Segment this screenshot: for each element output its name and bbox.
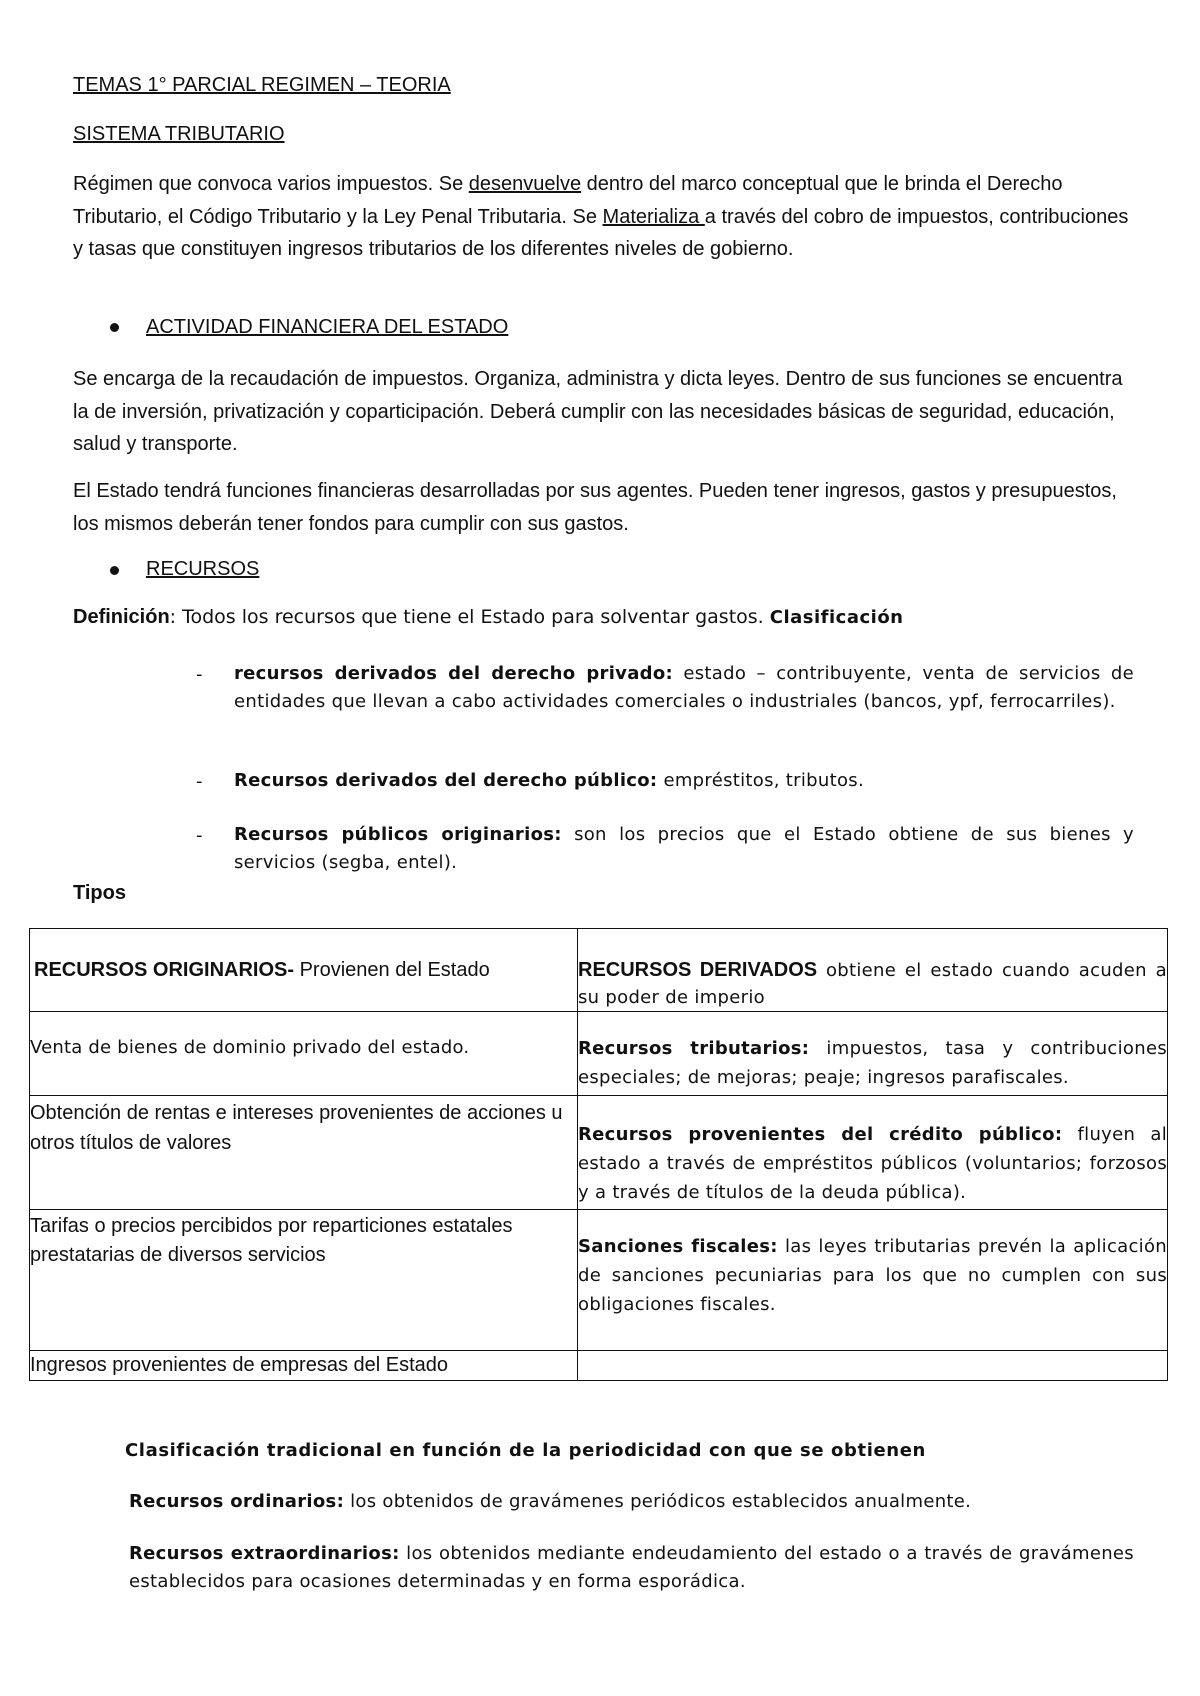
table-header-right: [578, 929, 1168, 1012]
recursos-ordinarios-paragraph: [129, 1488, 1134, 1516]
item-text: empréstitos, tributos.: [657, 770, 864, 791]
table-cell-right: [578, 1012, 1168, 1096]
sistema-text-3: a través del cobro de impuestos, contribuciones y tasas que constituyen ingresos tributarios de los diferentes niveles de gobierno.: [73, 205, 1129, 260]
actividad-paragraph-2: El Estado tendrá funciones financieras desarrolladas por sus agentes. Pueden tener ingresos, gastos y presupuestos, los mismos deberán tener fondos para cumplir con sus gastos.: [73, 480, 1117, 535]
header-right-bold: RECURSOS DERIVADOS: [578, 959, 818, 981]
table-row: [30, 1012, 1168, 1096]
extraordinarios-label: Recursos extraordinarios:: [129, 1543, 400, 1564]
header-left-bold: RECURSOS ORIGINARIOS-: [34, 958, 295, 981]
cell-right-bold: Recursos provenientes del crédito público:: [578, 1124, 1063, 1145]
sistema-tributario-heading: SISTEMA TRIBUTARIO: [73, 123, 285, 145]
table-cell-right: [578, 1096, 1168, 1210]
recursos-definicion: [73, 606, 904, 629]
list-item-recursos-publico: [234, 767, 1134, 795]
cell-left-text: Venta de bienes de dominio privado del estado.: [30, 1037, 470, 1058]
list-item-recursos-privado: [234, 660, 1134, 716]
table-header-row: [30, 929, 1168, 1012]
list-dash: -: [196, 825, 203, 846]
header-left-text: Provienen del Estado: [294, 958, 490, 981]
bullet-icon: [110, 323, 119, 332]
ordinarios-label: Recursos ordinarios:: [129, 1491, 345, 1512]
recursos-heading: RECURSOS: [146, 558, 260, 580]
clasificacion-label: Clasificación: [769, 607, 904, 628]
cell-right-bold: Recursos tributarios:: [578, 1038, 810, 1059]
definicion-text: : Todos los recursos que tiene el Estado para solventar gastos.: [169, 606, 770, 628]
cell-right-text: fluyen al estado a través de empréstitos públicos (voluntarios; forzosos y a través de títulos de la deuda pública).: [578, 1124, 1167, 1203]
bullet-icon: [110, 566, 119, 575]
table-cell-right: [578, 1210, 1168, 1351]
table-cell-left: [30, 1012, 578, 1096]
item-bold: Recursos públicos originarios:: [234, 824, 562, 845]
document-title: TEMAS 1° PARCIAL REGIMEN – TEORIA: [73, 74, 451, 96]
sistema-text-1: Régimen que convoca varios impuestos. Se: [73, 173, 469, 195]
list-dash: -: [196, 664, 203, 685]
item-text: son los precios que el Estado obtiene de sus bienes y servicios (segba, entel).: [234, 824, 1134, 873]
cell-right-bold: Sanciones fiscales:: [578, 1236, 778, 1257]
tipos-label: Tipos: [73, 882, 126, 904]
actividad-financiera-heading: ACTIVIDAD FINANCIERA DEL ESTADO: [146, 316, 509, 338]
extraordinarios-text: los obtenidos mediante endeudamiento del estado o a través de gravámenes establecidos para ocasiones determinadas y en forma esporádica.: [129, 1543, 1134, 1592]
cell-right-text: las leyes tributarias prevén la aplicación de sanciones pecuniarias para los que no cumplen con sus obligaciones fiscales.: [578, 1236, 1167, 1315]
sistema-underlined-1: desenvuelve: [468, 173, 582, 195]
table-row: [30, 1096, 1168, 1210]
table-cell-right-empty: [578, 1351, 1168, 1381]
ordinarios-text: los obtenidos de gravámenes periódicos establecidos anualmente.: [344, 1491, 972, 1512]
cell-left-text: Ingresos provenientes de empresas del Estado: [30, 1354, 449, 1376]
item-bold: Recursos derivados del derecho público:: [234, 770, 658, 791]
recursos-extraordinarios-paragraph: [129, 1540, 1134, 1596]
cell-right-text: impuestos, tasa y contribuciones especiales; de mejoras; peaje; ingresos parafiscales.: [578, 1038, 1167, 1088]
cell-left-text: Tarifas o precios percibidos por reparticiones estatales prestatarias de diversos servicios: [30, 1215, 513, 1266]
table-header-left: [30, 929, 578, 1012]
header-right-text: obtiene el estado cuando acuden a su poder de imperio: [578, 960, 1167, 1008]
sistema-text-2: dentro del marco conceptual que le brinda el Derecho Tributario, el Código Tributario y la Ley Penal Tributaria. Se: [73, 173, 1063, 228]
recursos-table: [29, 928, 1168, 1381]
table-row: [30, 1351, 1168, 1381]
sistema-tributario-paragraph: [73, 168, 1133, 266]
sistema-underlined-2: Materializa: [602, 205, 705, 228]
table-row: [30, 1210, 1168, 1351]
table-cell-left: [30, 1096, 578, 1210]
cell-left-text: Obtención de rentas e intereses provenientes de acciones u otros títulos de valores: [30, 1102, 563, 1154]
list-item-recursos-originarios: [234, 821, 1134, 877]
table-cell-left: [30, 1210, 578, 1351]
item-text: estado – contribuyente, venta de servicios de entidades que llevan a cabo actividades comerciales o industriales (bancos, ypf, ferrocarriles).: [234, 663, 1134, 712]
clasificacion-tradicional-heading: Clasificación tradicional en función de la periodicidad con que se obtienen: [125, 1440, 926, 1461]
actividad-paragraph-1: Se encarga de la recaudación de impuestos. Organiza, administra y dicta leyes. Dentro de sus funciones se encuentra la de inversión, privatización y coparticipación. Deberá cumplir con las necesidades básicas de seguridad, educación, salud y transporte.: [73, 368, 1123, 455]
list-dash: -: [196, 771, 203, 792]
item-bold: recursos derivados del derecho privado:: [234, 663, 673, 684]
definicion-label: Definición: [73, 606, 170, 628]
table-cell-left: [30, 1351, 578, 1381]
